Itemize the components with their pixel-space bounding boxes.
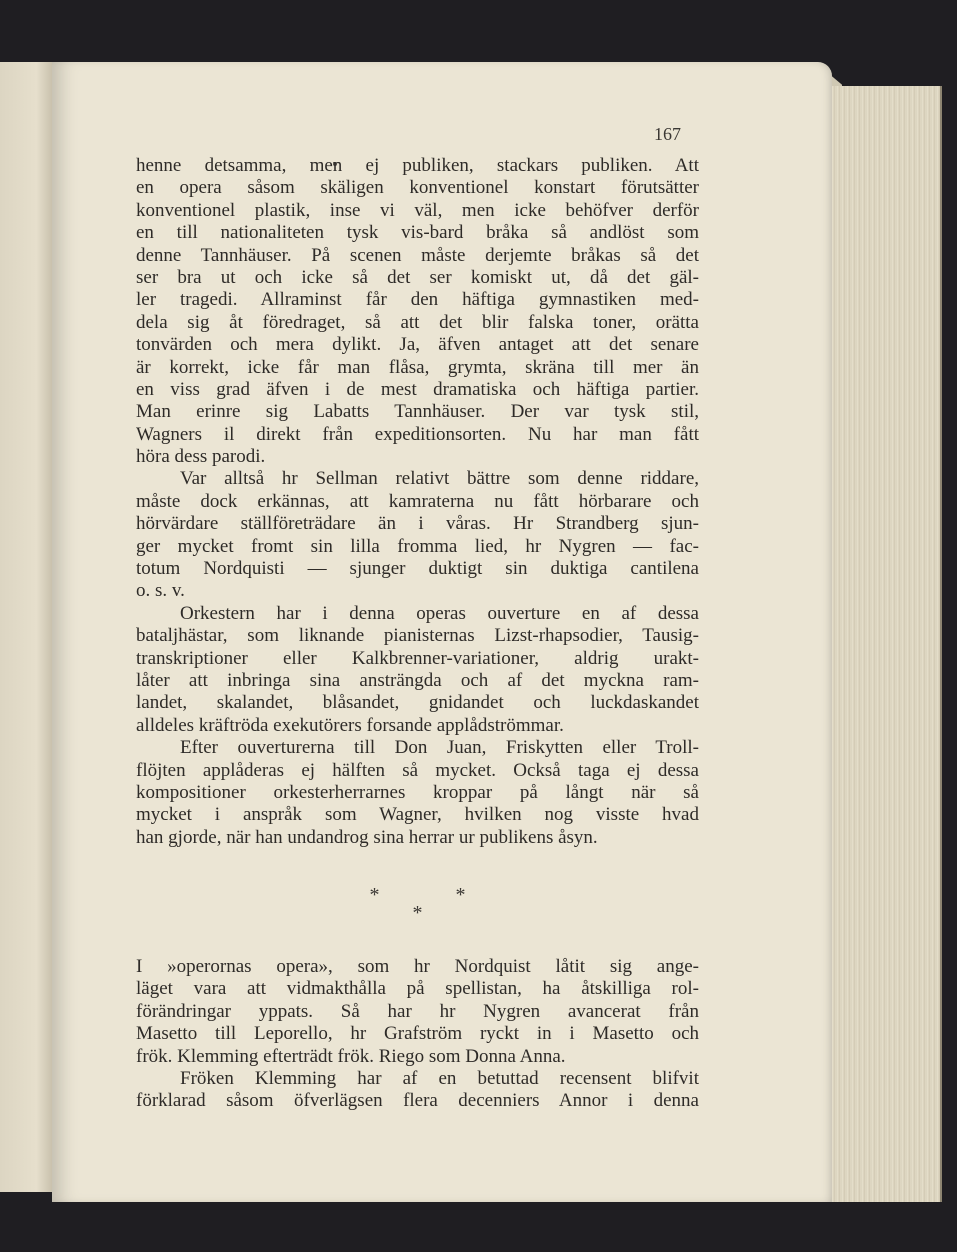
text-line: denne Tannhäuser. På scenen måste derjemte bråkas så det: [136, 244, 699, 266]
text-line: han gjorde, när han undandrog sina herrar ur publikens åsyn.: [136, 826, 598, 848]
text-line: en viss grad äfven i de mest dramatiska och häftiga partier.: [136, 378, 699, 400]
text-line: bataljhästar, som liknande pianisternas Lizst-rhapsodier, Tausig-: [136, 625, 699, 647]
text-line: I »operornas opera», som hr Nordquist låtit sig ange-: [136, 956, 699, 977]
text-line: henne detsamma, men ej publiken, stackars publiken. Att: [136, 155, 699, 176]
text-line: förändringar yppats. Så har hr Nygren avancerat från: [136, 1000, 699, 1022]
text-line: alldeles kräftröda exekutörers forsande applådströmmar.: [136, 714, 564, 736]
text-line: dela sig åt föredraget, så att det blir falska toner, orätta: [136, 311, 699, 333]
text-line: kompositioner orkesterherrarnes kroppar på långt när så: [136, 781, 699, 803]
text-line: Var alltså hr Sellman relativt bättre som denne riddare,: [180, 468, 699, 490]
facing-page-edge: [0, 62, 53, 1192]
text-line: måste dock erkännas, att kamraterna nu fått hörbarare och: [136, 490, 699, 512]
page-stack-edge: [826, 86, 942, 1202]
text-line: landet, skalandet, blåsandet, gnidandet och luckdaskandet: [136, 692, 699, 714]
asterisk: *: [369, 884, 380, 906]
text-line: tonvärden och mera dylikt. Ja, äfven antaget att det senare: [136, 334, 699, 356]
text-line: konventionel plastik, inse vi väl, men icke behöfver derför: [136, 199, 699, 221]
text-line: totum Nordquisti — sjunger duktigt sin duktiga cantilena: [136, 558, 699, 580]
text-line: flöjten applåderas ej hälften så mycket. Också taga ej dessa: [136, 759, 699, 781]
text-line: läget vara att vidmakthålla på spellistan, ha åtskilliga rol-: [136, 978, 699, 1000]
text-line: Orkestern har i denna operas ouverture en af dessa: [180, 602, 699, 624]
text-line: Efter ouverturerna till Don Juan, Friskytten eller Troll-: [180, 737, 699, 759]
text-line: mycket i anspråk som Wagner, hvilken nog visste hvad: [136, 804, 699, 826]
page-number: 167: [654, 124, 681, 144]
text-line: höra dess parodi.: [136, 446, 266, 468]
text-line: ler tragedi. Allraminst får den häftiga gymnastiken med-: [136, 289, 699, 311]
text-line: Fröken Klemming har af en betuttad recensent blifvit: [180, 1067, 699, 1089]
asterisk: *: [455, 884, 466, 906]
text-line: transkriptioner eller Kalkbrenner-variationer, aldrig urakt-: [136, 647, 699, 669]
text-line: en till nationaliteten tysk vis-bard bråka så andlöst som: [136, 222, 699, 244]
text-line: en opera såsom skäligen konventionel konstart förutsätter: [136, 177, 699, 199]
text-line: låter att inbringa sina ansträngda och af det myckna ram-: [136, 669, 699, 691]
text-line: hörvärdare ställföreträdare än i våras. Hr Strandberg sjun-: [136, 513, 699, 535]
text-block-second: [136, 956, 699, 1113]
text-line: o. s. v.: [136, 580, 185, 602]
text-block-main: [136, 155, 699, 849]
text-line: ser bra ut och icke så det ser komiskt ut, då det gäl-: [136, 266, 699, 288]
text-line: Man erinre sig Labatts Tannhäuser. Der var tysk stil,: [136, 401, 699, 423]
section-separator-bottom: *: [412, 902, 423, 924]
text-line: Masetto till Leporello, hr Grafström ryckt in i Masetto och: [136, 1023, 699, 1045]
text-line: frök. Klemming efterträdt frök. Riego som Donna Anna.: [136, 1045, 566, 1067]
text-line: ger mycket fromt sin lilla fromma lied, hr Nygren — fac-: [136, 535, 699, 557]
text-line: Wagners il direkt från expeditionsorten. Nu har man fått: [136, 423, 699, 445]
text-line: är korrekt, icke får man flåsa, grymta, skräna till mer än: [136, 356, 699, 378]
text-line: förklarad såsom öfverlägsen flera decenniers Annor i denna: [136, 1090, 699, 1112]
